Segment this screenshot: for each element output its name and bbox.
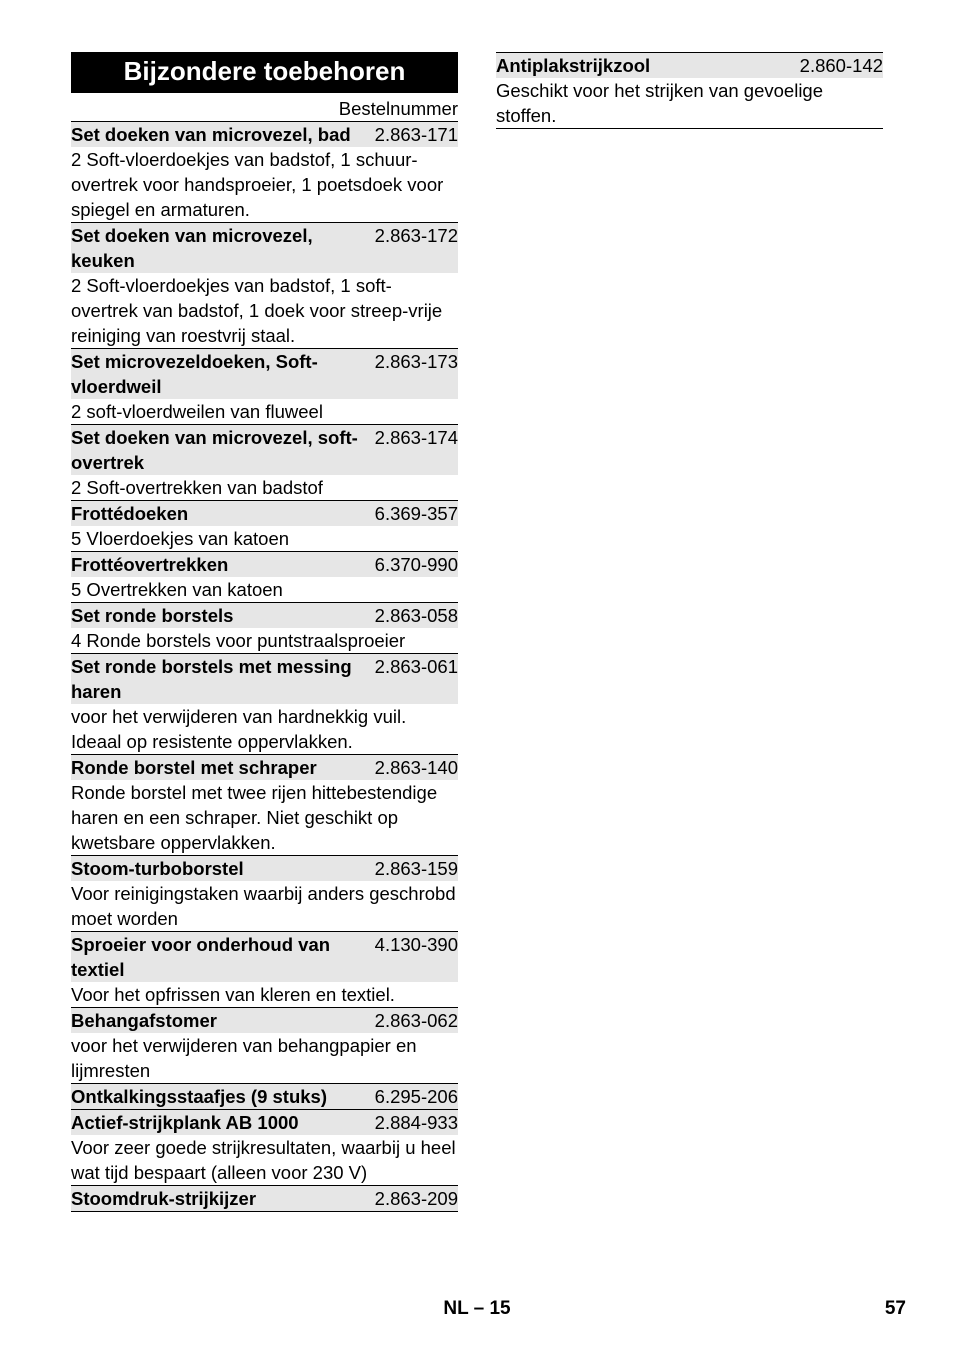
- list-end-rule: [71, 1211, 458, 1212]
- order-number: 2.863-140: [374, 757, 458, 778]
- accessory-description: 2 Soft-vloerdoekjes van badstof, 1 soft-overtrek van badstof, 1 doek voor streep-vrije reiniging van roestvrij staal.: [71, 275, 443, 346]
- accessory-description: Voor reinigingstaken waarbij anders geschrobd moet worden: [71, 883, 456, 929]
- accessory-name: Behangafstomer: [71, 1010, 217, 1031]
- accessory-description: 5 Vloerdoekjes van katoen: [71, 528, 290, 549]
- section-title: Bijzondere toebehoren: [71, 52, 458, 93]
- accessory-item: [71, 424, 458, 500]
- footer-section-label: NL – 15: [443, 1298, 511, 1319]
- accessory-item-header: [71, 122, 458, 147]
- accessory-item-header: [71, 603, 458, 628]
- order-number: 4.130-390: [374, 934, 458, 955]
- accessory-item: [71, 1185, 458, 1211]
- accessory-item-header: [71, 755, 458, 780]
- accessory-item: [71, 551, 458, 602]
- accessory-name: Stoom-turboborstel: [71, 858, 244, 879]
- accessory-name: Set ronde borstels: [71, 605, 234, 626]
- accessory-description: Geschikt voor het strijken van gevoelige stoffen.: [496, 80, 824, 126]
- accessory-item: [71, 855, 458, 931]
- accessory-name: Set doeken van microvezel, keuken: [71, 225, 313, 271]
- accessory-name: Frottéovertrekken: [71, 554, 229, 575]
- accessory-name: Actief-strijkplank AB 1000: [71, 1112, 299, 1133]
- order-number: 6.369-357: [374, 503, 458, 524]
- accessory-description: voor het verwijderen van hardnekkig vuil. Ideaal op resistente oppervlakken.: [71, 706, 407, 752]
- accessory-item: [496, 52, 883, 128]
- order-number: 2.863-171: [374, 124, 458, 145]
- order-number: 2.863-061: [374, 656, 458, 677]
- order-number: 2.863-062: [374, 1010, 458, 1031]
- right-column: [496, 52, 883, 129]
- order-number: 2.863-174: [374, 427, 458, 448]
- order-number: 2.863-159: [374, 858, 458, 879]
- accessory-description: 2 soft-vloerdweilen van fluweel: [71, 401, 323, 422]
- accessory-name: Ontkalkingsstaafjes (9 stuks): [71, 1086, 328, 1107]
- accessory-item-header: [71, 552, 458, 577]
- order-number: 2.884-933: [374, 1112, 458, 1133]
- accessory-name: Stoomdruk-strijkijzer: [71, 1188, 257, 1209]
- order-number: 2.863-173: [374, 351, 458, 372]
- order-number: 6.370-990: [374, 554, 458, 575]
- accessory-name: Antiplakstrijkzool: [496, 55, 651, 76]
- accessory-name: Sproeier voor onderhoud van textiel: [71, 934, 331, 980]
- accessory-description: Ronde borstel met twee rijen hittebestendige haren en een schraper. Niet geschikt op kwetsbare oppervlakken.: [71, 782, 438, 853]
- accessory-description: 2 Soft-vloerdoekjes van badstof, 1 schuur-overtrek voor handsproeier, 1 poetsdoek voor spiegel en armaturen.: [71, 149, 444, 220]
- accessory-item: [71, 653, 458, 754]
- left-column: [71, 52, 458, 1212]
- accessory-name: Frottédoeken: [71, 503, 189, 524]
- accessory-description: 5 Overtrekken van katoen: [71, 579, 283, 600]
- accessory-item: [71, 222, 458, 348]
- order-number: 2.863-172: [374, 225, 458, 246]
- accessory-name: Set doeken van microvezel, soft-overtrek: [71, 427, 358, 473]
- accessory-name: Set ronde borstels met messing haren: [71, 656, 352, 702]
- accessory-name: Set microvezeldoeken, Soft-vloerdweil: [71, 351, 318, 397]
- order-number: 2.863-058: [374, 605, 458, 626]
- accessory-item: [71, 348, 458, 424]
- order-number: 2.863-209: [374, 1188, 458, 1209]
- order-number: 2.860-142: [799, 55, 883, 76]
- accessory-item-header: [71, 932, 458, 982]
- accessory-item-header: [71, 501, 458, 526]
- accessory-name: Set doeken van microvezel, bad: [71, 124, 351, 145]
- accessory-item-header: [71, 1084, 458, 1109]
- accessory-item: [71, 602, 458, 653]
- accessory-item: [71, 754, 458, 855]
- accessory-list-continued: [496, 52, 883, 128]
- accessory-item-header: [71, 1008, 458, 1033]
- accessory-item: [71, 1083, 458, 1109]
- accessory-item: [71, 1109, 458, 1185]
- accessory-description: Voor zeer goede strijkresultaten, waarbij u heel wat tijd bespaart (alleen voor 230 V): [71, 1137, 456, 1183]
- accessory-item: [71, 931, 458, 1007]
- accessory-description: Voor het opfrissen van kleren en textiel.: [71, 984, 395, 1005]
- order-number-header: Bestelnummer: [338, 98, 458, 119]
- accessory-item-header: [71, 1186, 458, 1211]
- accessory-list: [71, 121, 458, 1211]
- accessory-description: 2 Soft-overtrekken van badstof: [71, 477, 323, 498]
- accessory-item-header: [71, 223, 458, 273]
- accessory-item-header: [496, 53, 883, 78]
- accessory-item-header: [71, 425, 458, 475]
- page-number: 57: [884, 1298, 906, 1319]
- accessory-item: [71, 500, 458, 551]
- accessory-item-header: [71, 856, 458, 881]
- accessory-item-header: [71, 1110, 458, 1135]
- accessory-item: [71, 121, 458, 222]
- accessory-name: Ronde borstel met schraper: [71, 757, 317, 778]
- accessory-item-header: [71, 349, 458, 399]
- accessory-description: 4 Ronde borstels voor puntstraalsproeier: [71, 630, 406, 651]
- accessory-item: [71, 1007, 458, 1083]
- order-number: 6.295-206: [374, 1086, 458, 1107]
- accessory-description: voor het verwijderen van behangpapier en lijmresten: [71, 1035, 417, 1081]
- accessory-item-header: [71, 654, 458, 704]
- list-end-rule: [496, 128, 883, 129]
